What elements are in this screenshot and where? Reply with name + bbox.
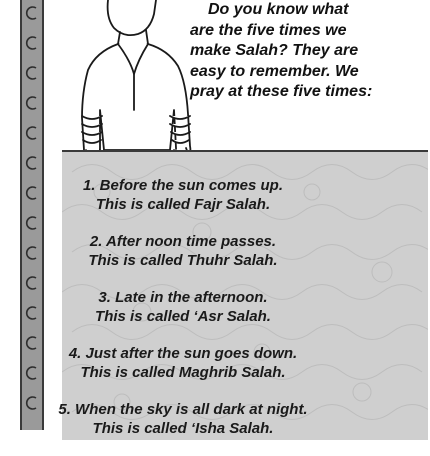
prayer-times-list	[0, 176, 366, 456]
prayer-time-description: 5. When the sky is all dark at night.	[58, 401, 308, 418]
prayer-time-description: 2. After noon time passes.	[89, 233, 277, 250]
prayer-name: This is called Thuhr Salah.	[88, 252, 278, 269]
prayer-time-item	[0, 232, 366, 288]
prayer-time-description: 1. Before the sun comes up.	[82, 177, 284, 194]
prayer-name: This is called Maghrib Salah.	[80, 364, 286, 381]
prayer-time-item	[0, 288, 366, 344]
intro-line: are the five times we	[190, 21, 347, 39]
prayer-name: This is called ‘Asr Salah.	[95, 308, 271, 325]
intro-line: easy to remember. We	[190, 62, 359, 80]
prayer-name: This is called ‘Isha Salah.	[92, 420, 274, 437]
prayer-time-description: 3. Late in the afternoon.	[98, 289, 268, 306]
intro-line: pray at these five times:	[190, 83, 373, 100]
prayer-time-item	[0, 344, 366, 400]
intro-line: make Salah? They are	[190, 42, 359, 59]
intro-paragraph	[190, 0, 420, 103]
intro-line: Do you know what	[208, 1, 349, 18]
prayer-time-description: 4. Just after the sun goes down.	[68, 345, 298, 362]
prayer-time-item	[0, 400, 366, 456]
prayer-time-item	[0, 176, 366, 232]
prayer-name: This is called Fajr Salah.	[95, 196, 271, 213]
